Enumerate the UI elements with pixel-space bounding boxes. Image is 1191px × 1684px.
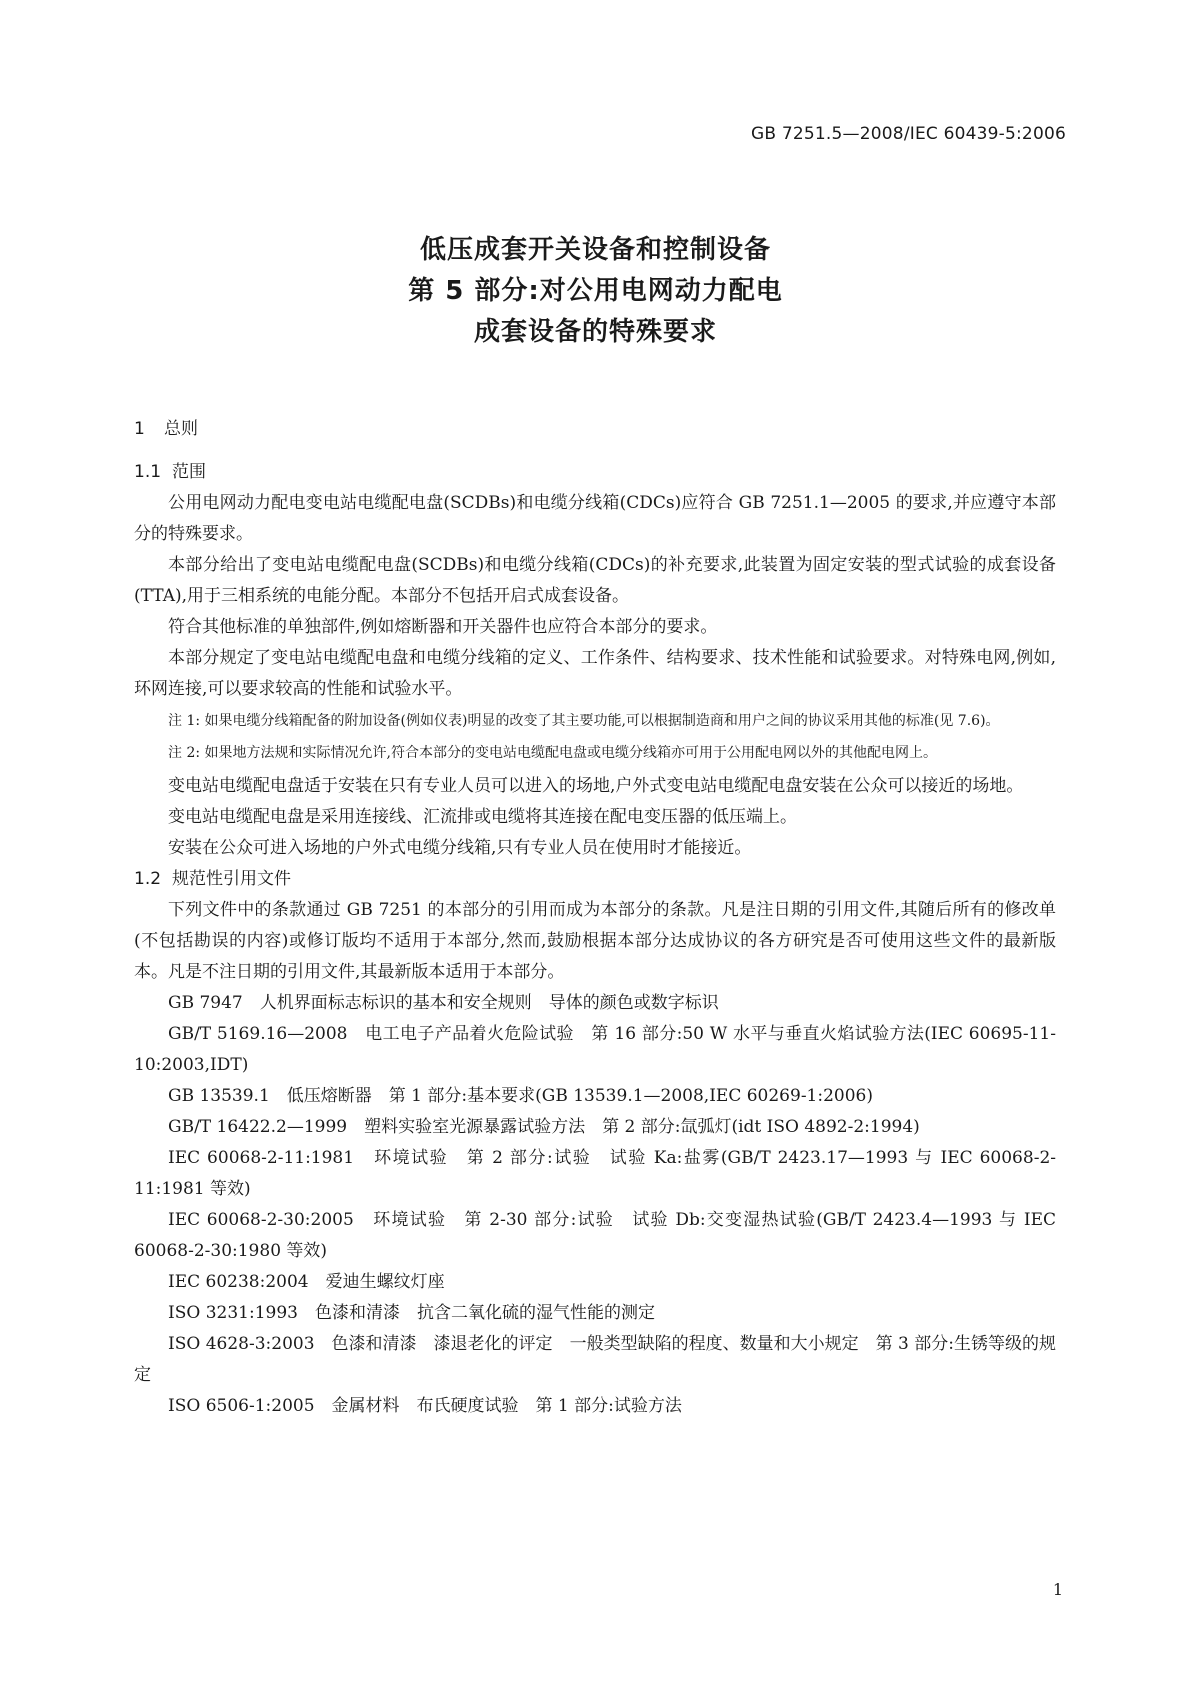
reference-item: ISO 4628-3:2003 色漆和清漆 漆退老化的评定 一般类型缺陷的程度、数量和大小规定 第 3 部分:生锈等级的规定 (134, 1334, 1056, 1385)
section-1-1-heading (134, 457, 1056, 488)
page-number: 1 (1052, 1580, 1063, 1599)
scope-paragraph: 安装在公众可进入场地的户外式电缆分线箱,只有专业人员在使用时才能接近。 (168, 838, 752, 858)
document-body (134, 414, 1056, 1422)
section-title: 规范性引用文件 (172, 869, 291, 889)
section-number: 1.1 (134, 462, 162, 482)
section-1-heading (134, 414, 1056, 445)
scope-paragraph: 本部分规定了变电站电缆配电盘和电缆分线箱的定义、工作条件、结构要求、技术性能和试验要求。对特殊电网,例如,环网连接,可以要求较高的性能和试验水平。 (134, 648, 1056, 699)
standard-code-header: GB 7251.5—2008/IEC 60439-5:2006 (751, 124, 1066, 144)
scope-paragraph: 符合其他标准的单独部件,例如熔断器和开关器件也应符合本部分的要求。 (168, 617, 718, 637)
reference-item: GB 13539.1 低压熔断器 第 1 部分:基本要求(GB 13539.1—2008,IEC 60269-1:2006) (168, 1086, 874, 1106)
reference-item: IEC 60238:2004 爱迪生螺纹灯座 (168, 1272, 445, 1292)
section-title: 范围 (172, 462, 206, 482)
references-intro: 下列文件中的条款通过 GB 7251 的本部分的引用而成为本部分的条款。凡是注日期的引用文件,其随后所有的修改单(不包括勘误的内容)或修订版均不适用于本部分,然而,鼓励根据本部分达成协议的各方研究是否可使用这些文件的最新版本。凡是不注日期的引用文件,其最新版本适用于本部分。 (134, 900, 1056, 982)
title-line-3: 成套设备的特殊要求 (473, 317, 717, 347)
reference-item: ISO 6506-1:2005 金属材料 布氏硬度试验 第 1 部分:试验方法 (168, 1396, 682, 1416)
reference-item: ISO 3231:1993 色漆和清漆 抗含二氧化硫的湿气性能的测定 (168, 1303, 655, 1323)
reference-item: GB/T 5169.16—2008 电工电子产品着火危险试验 第 16 部分:50 W 水平与垂直火焰试验方法(IEC 60695-11-10:2003,IDT) (134, 1024, 1056, 1075)
note-2: 注 2: 如果地方法规和实际情况允许,符合本部分的变电站电缆配电盘或电缆分线箱亦可用于公用配电网以外的其他配电网上。 (168, 745, 937, 761)
title-line-1: 低压成套开关设备和控制设备 (419, 235, 771, 265)
scope-paragraph: 变电站电缆配电盘是采用连接线、汇流排或电缆将其连接在配电变压器的低压端上。 (168, 807, 797, 827)
document-title (0, 230, 1191, 353)
scope-paragraph: 本部分给出了变电站电缆配电盘(SCDBs)和电缆分线箱(CDCs)的补充要求,此装置为固定安装的型式试验的成套设备(TTA),用于三相系统的电能分配。本部分不包括开启式成套设备。 (134, 555, 1056, 606)
section-number: 1.2 (134, 869, 162, 889)
reference-item: IEC 60068-2-11:1981 环境试验 第 2 部分:试验 试验 Ka:盐雾(GB/T 2423.17—1993 与 IEC 60068-2-11:1981 等效) (134, 1148, 1056, 1199)
scope-paragraph: 变电站电缆配电盘适于安装在只有专业人员可以进入的场地,户外式变电站电缆配电盘安装在公众可以接近的场地。 (168, 776, 1024, 796)
section-1-2-heading (134, 864, 1056, 895)
section-number: 1 (134, 419, 145, 439)
section-title: 总则 (164, 419, 198, 439)
reference-item: IEC 60068-2-30:2005 环境试验 第 2-30 部分:试验 试验 Db:交变湿热试验(GB/T 2423.4—1993 与 IEC 60068-2-30:1980 等效) (134, 1210, 1056, 1261)
reference-item: GB/T 16422.2—1999 塑料实验室光源暴露试验方法 第 2 部分:氙弧灯(idt ISO 4892-2:1994) (168, 1117, 920, 1137)
title-line-2: 第 5 部分:对公用电网动力配电 (408, 276, 783, 306)
reference-item: GB 7947 人机界面标志标识的基本和安全规则 导体的颜色或数字标识 (168, 993, 719, 1013)
scope-paragraph: 公用电网动力配电变电站电缆配电盘(SCDBs)和电缆分线箱(CDCs)应符合 GB 7251.1—2005 的要求,并应遵守本部分的特殊要求。 (134, 493, 1056, 544)
note-1: 注 1: 如果电缆分线箱配备的附加设备(例如仪表)明显的改变了其主要功能,可以根据制造商和用户之间的协议采用其他的标准(见 7.6)。 (168, 713, 1000, 729)
